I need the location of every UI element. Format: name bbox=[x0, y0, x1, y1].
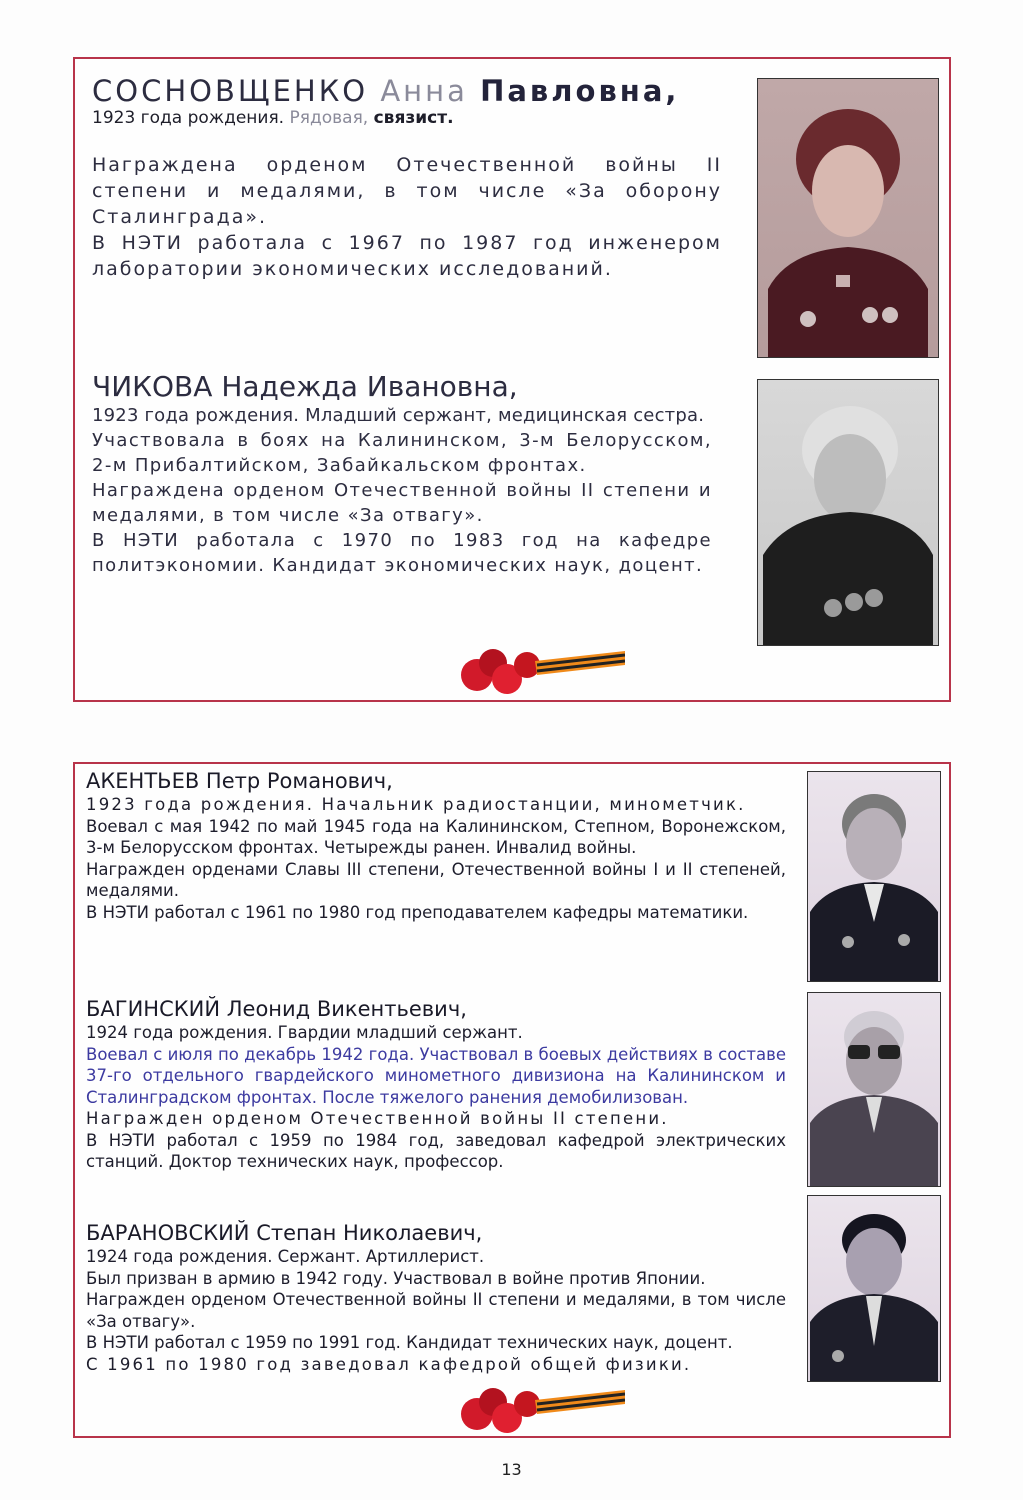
entry-name bbox=[92, 76, 722, 106]
portrait-photo bbox=[807, 1195, 941, 1382]
service-text: Воевал с июля по декабрь 1942 года. Участвовал в боевых действиях в составе 37-го отдельного гвардейского минометного дивизиона на Калининском и Сталинградском фронтах. После тяжелого ранения демобилизован. bbox=[86, 1044, 786, 1107]
portrait-woman-icon bbox=[758, 380, 938, 645]
veterans-card-1 bbox=[73, 57, 951, 702]
entry-chikova bbox=[92, 372, 712, 578]
rank-text: Рядовая, bbox=[289, 108, 369, 129]
entry-sosnovshchenko bbox=[92, 76, 722, 282]
portrait-photo bbox=[807, 992, 941, 1187]
birth-rank-text: 1923 года рождения. Начальник радиостанции, минометчик. bbox=[86, 795, 746, 815]
portrait-woman-icon bbox=[758, 79, 938, 357]
entry-name: ЧИКОВА Надежда Ивановна, bbox=[92, 370, 518, 403]
work-text: В НЭТИ работал с 1959 по 1984 год, заведовал кафедрой электрических станций. Доктор технических наук, профессор. bbox=[86, 1130, 786, 1172]
portrait-man-icon bbox=[808, 1196, 940, 1381]
birth-rank-line bbox=[92, 108, 722, 128]
work-text: В НЭТИ работала с 1967 по 1987 год инженером лаборатории экономических исследований. bbox=[92, 232, 722, 281]
veterans-card-2 bbox=[73, 762, 951, 1438]
entry-baranovsky bbox=[86, 1222, 786, 1375]
page-number: 13 bbox=[501, 1460, 522, 1479]
battles-text: Участвовала в боях на Калининском, 3-м Белорусском, 2-м Прибалтийском, Забайкальском фронтах. bbox=[92, 430, 712, 477]
patronymic: Павловна, bbox=[480, 74, 680, 108]
carnations-ribbon-icon bbox=[445, 1380, 625, 1440]
award-text: Награжден орденом Отечественной войны II степени. bbox=[86, 1109, 669, 1129]
birth-rank-text: 1924 года рождения. Гвардии младший сержант. bbox=[86, 1023, 523, 1043]
service-text: Воевал с мая 1942 по май 1945 года на Калининском, Степном, Воронежском, 3-м Белорусском фронтах. Четырежды ранен. Инвалид войны. bbox=[86, 816, 786, 858]
role-text: связист. bbox=[373, 108, 454, 129]
entry-baginsky bbox=[86, 998, 786, 1173]
award-text: Награжден орденом Отечественной войны II степени и медалями, в том числе «За отвагу». bbox=[86, 1290, 786, 1331]
portrait-photo bbox=[757, 78, 939, 358]
work-text: В НЭТИ работал с 1959 по 1991 год. Кандидат технических наук, доцент. bbox=[86, 1333, 733, 1353]
birth-text: 1923 года рождения. bbox=[92, 108, 285, 129]
portrait-photo bbox=[807, 771, 941, 982]
service-text: Был призван в армию в 1942 году. Участвовал в войне против Японии. bbox=[86, 1268, 706, 1288]
entry-name: БАГИНСКИЙ Леонид Викентьевич, bbox=[86, 997, 467, 1021]
carnations-ribbon-icon bbox=[445, 641, 625, 701]
birth-rank-text: 1924 года рождения. Сержант. Артиллерист. bbox=[86, 1247, 485, 1267]
surname: СОСНОВЩЕНКО bbox=[92, 74, 369, 108]
work-text: В НЭТИ работала с 1970 по 1983 год на кафедре политэкономии. Кандидат экономических наук, доцент. bbox=[92, 530, 712, 577]
given-name: Анна bbox=[380, 74, 468, 108]
award-text: Награждена орденом Отечественной войны II степени и медалями, в том числе «За оборону Сталинграда». bbox=[92, 154, 722, 229]
award-text: Награждена орденом Отечественной войны II степени и медалями, в том числе «За отвагу». bbox=[92, 480, 712, 527]
birth-rank-text: 1923 года рождения. Младший сержант, медицинская сестра. bbox=[92, 405, 705, 427]
portrait-man-icon bbox=[808, 993, 940, 1186]
entry-name: БАРАНОВСКИЙ Степан Николаевич, bbox=[86, 1221, 483, 1245]
entry-akentyev bbox=[86, 770, 786, 923]
entry-name: АКЕНТЬЕВ Петр Романович, bbox=[86, 769, 393, 793]
head-of-department-text: С 1961 по 1980 год заведовал кафедрой общей физики. bbox=[86, 1354, 692, 1374]
work-text: В НЭТИ работал с 1961 по 1980 год преподавателем кафедры математики. bbox=[86, 902, 749, 922]
portrait-photo bbox=[757, 379, 939, 646]
portrait-man-icon bbox=[808, 772, 940, 981]
award-text: Награжден орденами Славы III степени, Отечественной войны I и II степеней, медалями. bbox=[86, 859, 786, 901]
